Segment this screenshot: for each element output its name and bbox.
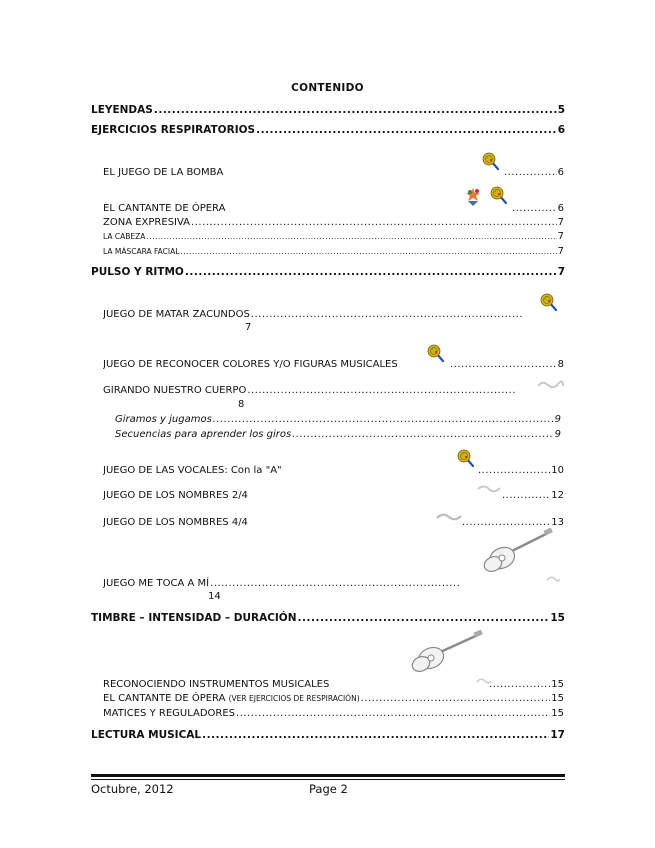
toc-leader	[361, 692, 551, 706]
toc-leader	[502, 489, 550, 503]
toc-label: JUEGO DE LAS VOCALES: Con la "A"	[103, 465, 282, 476]
toc-leader	[298, 611, 550, 625]
toc-page: 6	[557, 203, 564, 214]
toc-leader	[251, 308, 522, 322]
toc-leader	[202, 728, 549, 742]
toc-page: 13	[551, 517, 564, 528]
toc-entry-juego-vocales[interactable]	[103, 464, 564, 478]
toc-entry-zona-expresiva[interactable]	[103, 216, 564, 230]
toc-page: 9	[554, 429, 561, 440]
toc-entry-matices-reguladores[interactable]	[103, 707, 564, 721]
toc-page: 7	[557, 246, 564, 257]
toc-label: Secuencias para aprender los giros	[115, 429, 292, 440]
toc-label: EJERCICIOS RESPIRATORIOS	[91, 124, 256, 136]
smudge-icon	[536, 378, 564, 390]
toc-leader	[154, 103, 557, 117]
toc-label: JUEGO DE MATAR ZACUNDOS	[103, 309, 250, 320]
toc-leader	[236, 707, 550, 721]
toc-page: 7	[557, 266, 565, 278]
toc-entry-juego-bomba[interactable]	[103, 166, 564, 180]
toc-leader	[489, 678, 550, 692]
toc-page: 10	[551, 465, 564, 476]
toc-page: 8	[238, 399, 245, 410]
toc-label: EL CANTANTE DE ÓPERA	[103, 203, 226, 214]
toc-page: 17	[550, 729, 565, 741]
toc-page: 15	[551, 679, 564, 690]
toc-leader	[504, 166, 557, 180]
toc-label: GIRANDO NUESTRO CUERPO	[103, 385, 247, 396]
toc-label-visible: EL CANTANTE DE ÓPERA (VER EJERCICIOS DE RESPIRACIÓN)	[103, 693, 360, 704]
toc-label: EL JUEGO DE LA BOMBA	[103, 167, 224, 178]
toc-leader	[180, 245, 556, 259]
toc-label: LEYENDAS	[91, 104, 153, 116]
lollipop-icon	[540, 293, 560, 313]
toc-leader	[191, 216, 557, 230]
toc-entry-pulso-ritmo[interactable]	[91, 265, 565, 279]
footer-date: Octubre, 2012	[91, 782, 174, 796]
toc-entry-leyendas[interactable]	[91, 103, 565, 117]
toc-leader	[210, 577, 459, 591]
toc-page: 15	[551, 708, 564, 719]
toc-page: 8	[557, 359, 564, 370]
toc-leader	[450, 358, 557, 372]
guitar-icon	[408, 630, 484, 674]
toc-entry-cantante-opera[interactable]	[103, 202, 564, 216]
toc-label: Giramos y jugamos	[115, 414, 212, 425]
toc-leader	[213, 413, 554, 427]
toc-leader	[292, 428, 553, 442]
toc-entry-giramos-jugamos[interactable]	[115, 413, 561, 427]
toc-entry-reconocer-colores[interactable]	[103, 358, 564, 372]
toc-label: ZONA EXPRESIVA	[103, 217, 191, 228]
toc-page: 12	[551, 490, 564, 501]
toc-leader	[146, 230, 556, 244]
toc-leader	[185, 265, 557, 279]
toc-entry-girando-cuerpo[interactable]	[103, 384, 516, 398]
toc-entry-nombres-2-4[interactable]	[103, 489, 564, 503]
footer-page-number: Page 2	[309, 782, 348, 796]
toc-label: JUEGO ME TOCA A MÍ	[103, 578, 210, 589]
toc-label: LA MÁSCARA FACIAL	[103, 247, 180, 256]
smudge-icon	[546, 574, 560, 584]
toc-leader	[512, 202, 557, 216]
toc-leader	[478, 464, 550, 478]
footer-rule-thick	[91, 774, 565, 777]
toc-page: 7	[557, 217, 564, 228]
toc-page: 14	[208, 591, 221, 602]
toc-entry-mascara-facial[interactable]	[103, 245, 564, 259]
toc-page: 6	[557, 167, 564, 178]
toc-label	[103, 692, 360, 706]
toc-page: 6	[557, 124, 565, 136]
toc-leader	[256, 123, 557, 137]
toc-entry-cabeza[interactable]	[103, 230, 564, 244]
toc-entry-timbre-intensidad-duracion[interactable]	[91, 611, 565, 625]
toc-label: JUEGO DE LOS NOMBRES 4/4	[103, 517, 248, 528]
toc-label: JUEGO DE LOS NOMBRES 2/4	[103, 490, 248, 501]
toc-entry-ejercicios-respiratorios[interactable]	[91, 123, 565, 137]
toc-entry-cantante-opera-2[interactable]	[103, 692, 564, 706]
toc-leader	[247, 384, 515, 398]
toc-page: 9	[554, 414, 561, 425]
toc-page: 15	[550, 612, 565, 624]
toc-entry-secuencias-giros[interactable]	[115, 428, 561, 442]
toc-label: RECONOCIENDO INSTRUMENTOS MUSICALES	[103, 679, 330, 690]
toc-page: 5	[557, 104, 565, 116]
toc-page: 15	[551, 693, 564, 704]
toc-label: LECTURA MUSICAL	[91, 729, 202, 741]
page-title: CONTENIDO	[291, 82, 364, 94]
toc-label: LA CABEZA	[103, 232, 146, 241]
guitar-icon	[480, 528, 554, 574]
toc-entry-matar-zacundos[interactable]	[103, 308, 523, 322]
toc-label: MATICES Y REGULADORES	[103, 708, 236, 719]
toc-label: TIMBRE – INTENSIDAD – DURACIÓN	[91, 612, 297, 624]
toc-page: 7	[245, 322, 252, 333]
toc-entry-reconociendo-instrumentos[interactable]	[103, 678, 564, 692]
footer-rule-thin	[91, 779, 565, 780]
toc-label: PULSO Y RITMO	[91, 266, 184, 278]
toc-page: 7	[557, 231, 564, 242]
toc-label: JUEGO DE RECONOCER COLORES Y/O FIGURAS MUSICALES	[103, 359, 398, 370]
toc-entry-me-toca-a-mi[interactable]	[103, 577, 460, 591]
toc-entry-lectura-musical[interactable]	[91, 728, 565, 742]
